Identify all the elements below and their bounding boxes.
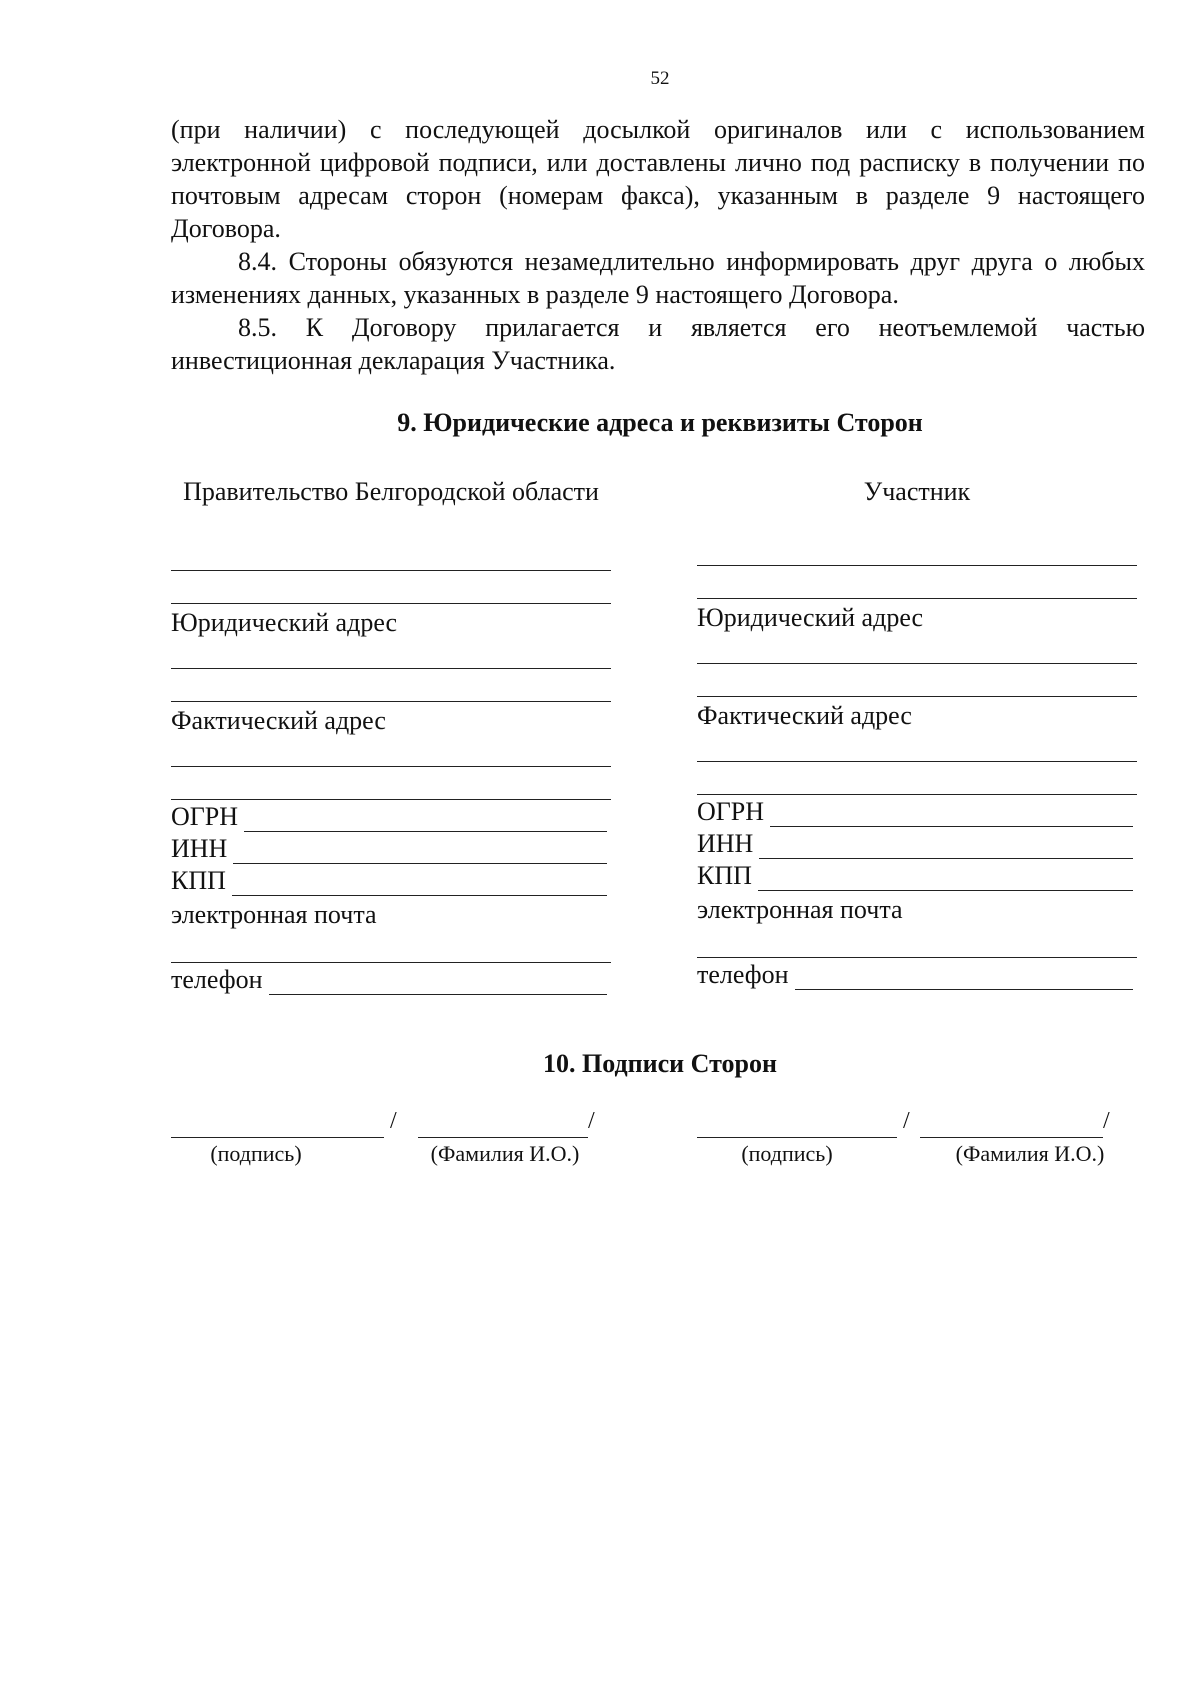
right-name-caption: (Фамилия И.О.) [955, 1141, 1105, 1166]
left-name-line-1 [171, 570, 611, 571]
paragraph-continuation: (при наличии) с последующей досылкой оригиналов или с использованием электронной цифровой подписи, или доставлены лично под расписку в получении по почтовым адресам сторон (номерам факса), указанным в разделе 9 настоящего Договора. [171, 115, 1145, 243]
section-9-heading: 9. Юридические адреса и реквизиты Сторон [397, 408, 923, 437]
right-actual-address-line-2 [697, 794, 1137, 795]
right-actual-address-line-1 [697, 761, 1137, 762]
right-email-label: электронная почта [697, 895, 903, 924]
left-party-title: Правительство Белгородской области [183, 477, 599, 506]
left-kpp-label: КПП [171, 866, 226, 895]
right-kpp-input-line [758, 866, 1133, 891]
left-inn-label: ИНН [171, 834, 228, 863]
left-name-sign-line [418, 1137, 588, 1138]
left-email-line [171, 962, 611, 963]
right-phone-row [697, 960, 1133, 990]
left-signature-line [171, 1137, 384, 1138]
left-ogrn-row [171, 802, 607, 832]
right-party-title: Участник [863, 477, 971, 506]
left-legal-address-line-2 [171, 701, 611, 702]
left-phone-label: телефон [171, 965, 263, 994]
right-inn-input-line [759, 834, 1133, 859]
left-kpp-input-line [232, 871, 607, 896]
paragraph-8-4: 8.4. Стороны обязуются незамедлительно информировать друг друга о любых изменениях данных, указанных в разделе 9 настоящего Договора. [171, 247, 1145, 309]
right-legal-address-label: Юридический адрес [697, 603, 924, 632]
right-email-line [697, 957, 1137, 958]
right-kpp-row [697, 861, 1133, 891]
left-name-caption: (Фамилия И.О.) [430, 1141, 580, 1166]
left-actual-address-line-2 [171, 799, 611, 800]
section-10-heading: 10. Подписи Сторон [543, 1049, 777, 1078]
left-email-label: электронная почта [171, 900, 377, 929]
left-name-line-2 [171, 603, 611, 604]
right-inn-row [697, 829, 1133, 859]
left-legal-address-line-1 [171, 668, 611, 669]
right-actual-address-label: Фактический адрес [697, 701, 912, 730]
left-actual-address-label: Фактический адрес [171, 706, 386, 735]
left-inn-row [171, 834, 607, 864]
right-inn-label: ИНН [697, 829, 754, 858]
right-phone-input-line [795, 965, 1134, 990]
right-name-sign-line [920, 1137, 1103, 1138]
page-number: 52 [650, 68, 670, 89]
left-ogrn-label: ОГРН [171, 802, 239, 831]
body-text [171, 113, 1145, 377]
left-separator-1: / [390, 1108, 397, 1134]
right-signature-caption: (подпись) [741, 1141, 833, 1166]
left-inn-input-line [233, 839, 607, 864]
left-legal-address-label: Юридический адрес [171, 608, 398, 637]
right-separator-2: / [1103, 1108, 1110, 1134]
left-phone-input-line [269, 970, 608, 995]
paragraph-8-5: 8.5. К Договору прилагается и является его неотъемлемой частью инвестиционная декларация Участника. [171, 313, 1145, 375]
right-name-line-1 [697, 565, 1137, 566]
right-phone-label: телефон [697, 960, 789, 989]
right-legal-address-line-1 [697, 663, 1137, 664]
right-ogrn-label: ОГРН [697, 797, 765, 826]
right-separator-1: / [903, 1108, 910, 1134]
left-phone-row [171, 965, 607, 995]
right-signature-line [697, 1137, 897, 1138]
right-legal-address-line-2 [697, 696, 1137, 697]
left-actual-address-line-1 [171, 766, 611, 767]
right-ogrn-input-line [770, 802, 1133, 827]
left-separator-2: / [588, 1108, 595, 1134]
right-ogrn-row [697, 797, 1133, 827]
left-signature-caption: (подпись) [210, 1141, 302, 1166]
left-ogrn-input-line [244, 807, 607, 832]
right-kpp-label: КПП [697, 861, 752, 890]
right-name-line-2 [697, 598, 1137, 599]
left-kpp-row [171, 866, 607, 896]
